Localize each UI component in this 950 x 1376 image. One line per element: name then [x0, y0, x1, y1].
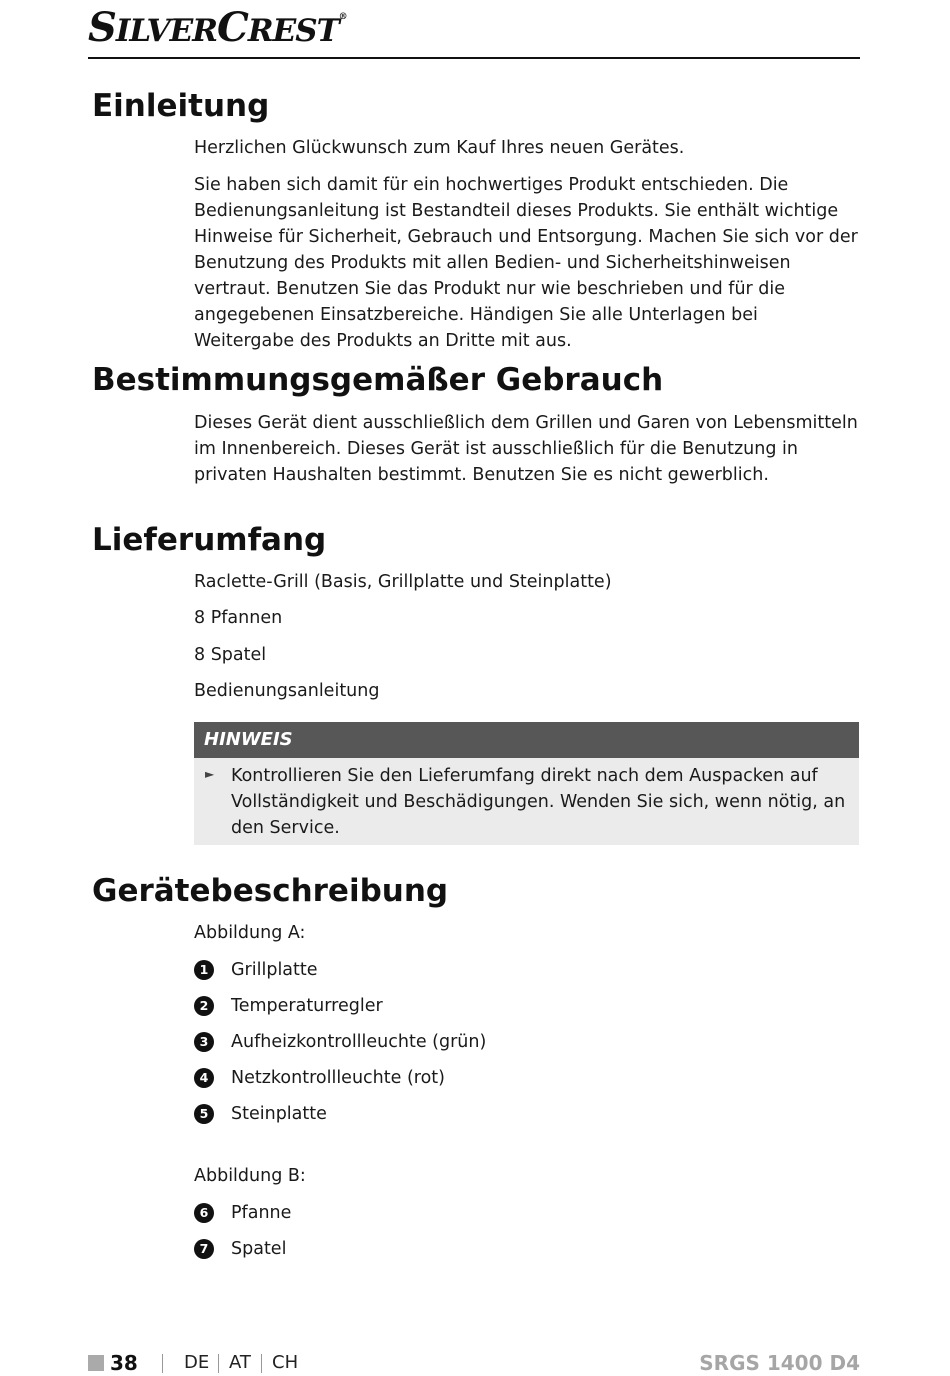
- part-label: Grillplatte: [231, 960, 318, 980]
- country-code: DE: [184, 1352, 210, 1373]
- country-code: AT: [229, 1352, 251, 1373]
- number-badge-icon: 7: [194, 1239, 214, 1259]
- number-badge-icon: 2: [194, 996, 214, 1016]
- number-badge-icon: 6: [194, 1203, 214, 1223]
- part-label: Netzkontrollleuchte (rot): [231, 1068, 445, 1088]
- note-box: [194, 758, 859, 845]
- scope-item: 8 Pfannen: [194, 608, 283, 628]
- page-footer: [0, 1350, 950, 1376]
- scope-item: 8 Spatel: [194, 645, 267, 665]
- intro-paragraph-1: Herzlichen Glückwunsch zum Kauf Ihres neuen Gerätes.: [194, 138, 685, 158]
- section-title-intended-use: Bestimmungsgemäßer Gebrauch: [92, 362, 664, 398]
- part-label: Temperaturregler: [231, 996, 383, 1016]
- country-code: CH: [272, 1352, 299, 1373]
- part-label: Steinplatte: [231, 1104, 327, 1124]
- section-title-scope: Lieferumfang: [92, 522, 327, 558]
- intended-use-paragraph: Dieses Gerät dient ausschließlich dem Grillen und Garen von Lebensmitteln im Innenbereich. Dieses Gerät ist ausschließlich für die Benutzung in privaten Haushalten bestimmt. Benutzen Sie es nicht gewerblich.: [194, 413, 858, 485]
- number-badge-icon: 3: [194, 1032, 214, 1052]
- divider: [162, 1354, 163, 1373]
- arrow-right-icon: ►: [205, 767, 215, 781]
- number-badge-icon: 1: [194, 960, 214, 980]
- divider: [218, 1354, 219, 1373]
- model-number: SRGS 1400 D4: [699, 1351, 860, 1375]
- section-title-description: Gerätebeschreibung: [92, 873, 449, 909]
- figure-b-label: Abbildung B:: [194, 1166, 306, 1186]
- intro-paragraph-2: Sie haben sich damit für ein hochwertiges Produkt entschieden. Die Bedienungsanleitung ist Bestandteil dieses Produkts. Sie enthält wichtige Hinweise für Sicherheit, Gebrauch und Entsorgung. Machen Sie sich vor der Benutzung des Produkts mit allen Bedien- und Sicherheitshinweisen vertraut. Benutzen Sie das Produkt nur wie beschrieben und für die angegebenen Einsatzbereiche. Händigen Sie alle Unterlagen bei Weitergabe des Produkts an Dritte mit aus.: [194, 175, 858, 351]
- number-badge-icon: 4: [194, 1068, 214, 1088]
- divider: [261, 1354, 262, 1373]
- part-label: Aufheizkontrollleuchte (grün): [231, 1032, 487, 1052]
- scope-item: Bedienungsanleitung: [194, 681, 380, 701]
- header-rule: [88, 57, 860, 59]
- figure-a-label: Abbildung A:: [194, 923, 306, 943]
- scope-item: Raclette-Grill (Basis, Grillplatte und Steinplatte): [194, 572, 612, 592]
- note-text: Kontrollieren Sie den Lieferumfang direkt nach dem Auspacken auf Vollständigkeit und Beschädigungen. Wenden Sie sich, wenn nötig, an den Service.: [231, 766, 846, 838]
- brand-logo: SILVERCREST®: [88, 4, 347, 51]
- note-header: HINWEIS: [194, 722, 859, 758]
- section-title-einleitung: Einleitung: [92, 88, 270, 124]
- part-label: Pfanne: [231, 1203, 292, 1223]
- part-label: Spatel: [231, 1239, 287, 1259]
- square-icon: [88, 1355, 104, 1371]
- page-number: 38: [110, 1351, 138, 1375]
- number-badge-icon: 5: [194, 1104, 214, 1124]
